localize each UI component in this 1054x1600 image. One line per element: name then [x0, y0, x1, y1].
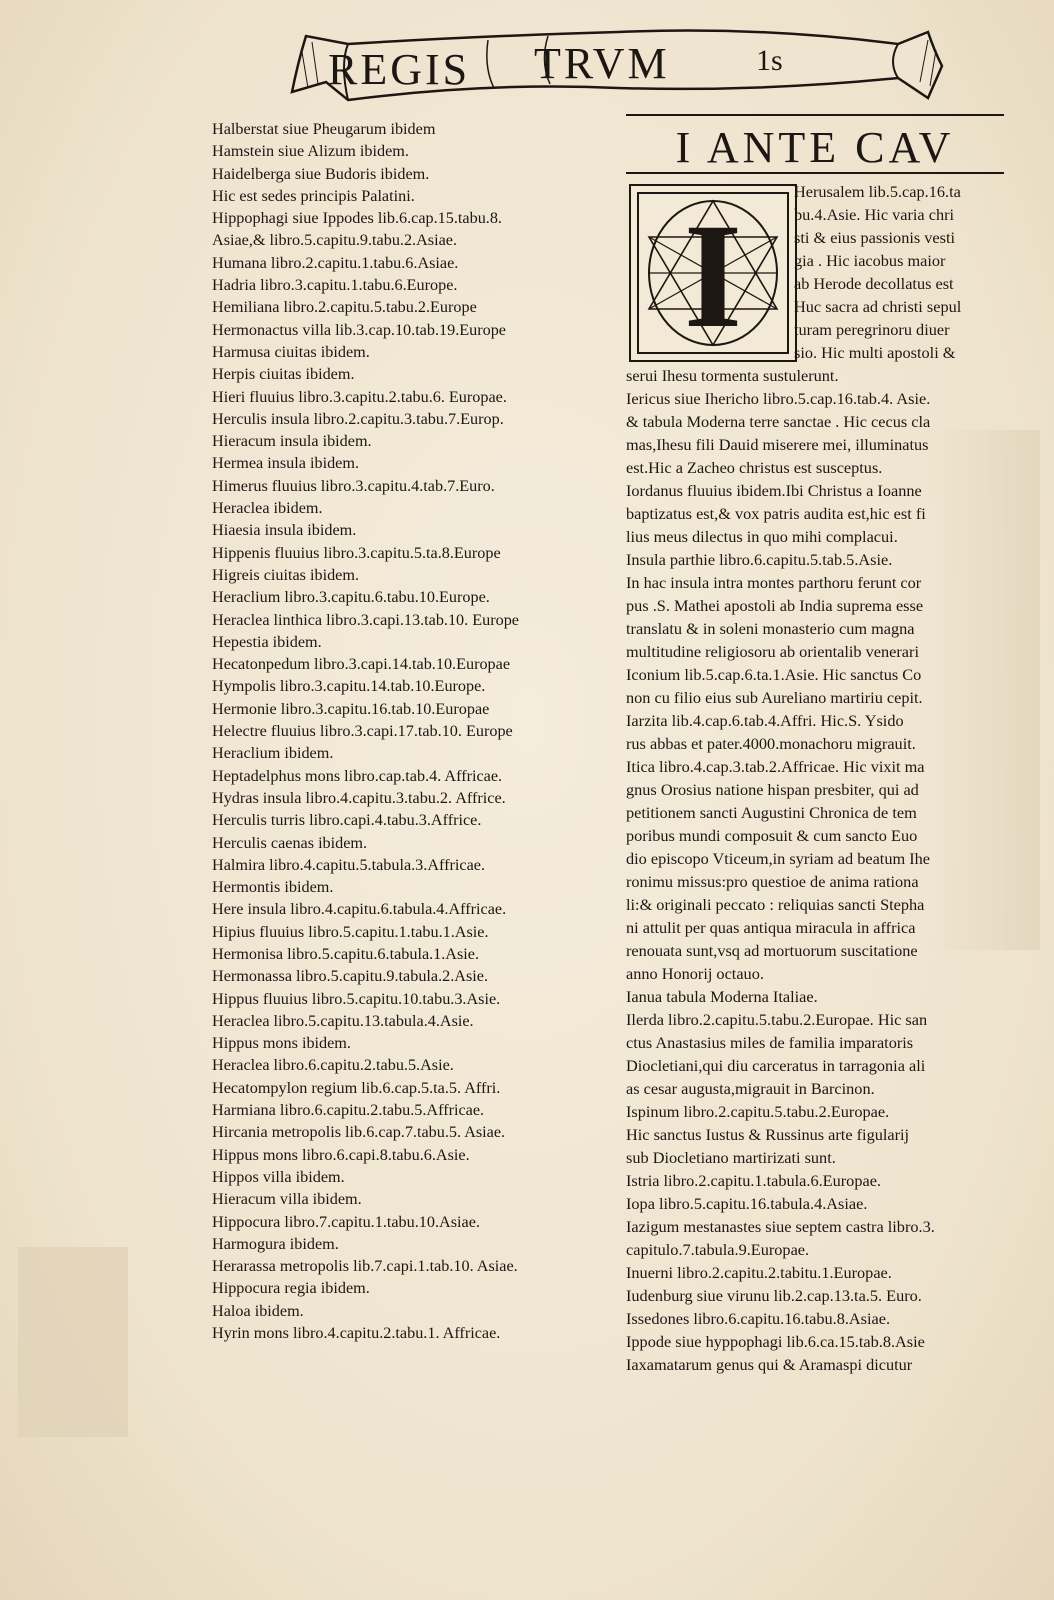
- index-entry: Hamstein siue Alizum ibidem.: [212, 142, 409, 161]
- index-entry: Hippus fluuius libro.5.capitu.10.tabu.3.Asie.: [212, 989, 501, 1008]
- index-entry: Haidelberga siue Budoris ibidem.: [212, 164, 430, 183]
- text-line: multitudine religiosoru ab orientalib venerari: [626, 642, 919, 661]
- text-line: In hac insula intra montes parthoru ferunt cor: [626, 573, 922, 592]
- index-entry: Heraclea ibidem.: [212, 499, 323, 518]
- index-entry: Halberstat siue Pheugarum ibidem: [212, 120, 436, 138]
- index-entry: Heraclea libro.5.capitu.13.tabula.4.Asie.: [212, 1011, 474, 1030]
- banner-word-2: TRVM: [534, 39, 670, 88]
- left-column-index: [212, 118, 592, 1344]
- text-line: pus .S. Mathei apostoli ab India suprema esse: [626, 596, 924, 615]
- index-entry: Heraclea libro.6.capitu.2.tabu.5.Asie.: [212, 1056, 454, 1075]
- text-line: serui Ihesu tormenta sustulerunt.: [626, 366, 839, 385]
- index-entry: Hadria libro.3.capitu.1.tabu.6.Europe.: [212, 276, 458, 295]
- text-line: est.Hic a Zacheo christus est susceptus.: [626, 458, 883, 477]
- text-line: Iericus siue Ihericho libro.5.cap.16.tab.4. Asie.: [626, 389, 931, 408]
- index-entry: Higreis ciuitas ibidem.: [212, 565, 360, 584]
- index-entry: Harmusa ciuitas ibidem.: [212, 342, 370, 361]
- index-entry: Himerus fluuius libro.3.capitu.4.tab.7.Euro.: [212, 476, 495, 495]
- text-line: baptizatus est,& vox patris audita est,hic est fi: [626, 504, 926, 523]
- index-entry: Hieri fluuius libro.3.capitu.2.tabu.6. Europae.: [212, 387, 507, 406]
- index-entry: Hydras insula libro.4.capitu.3.tabu.2. Affrice.: [212, 788, 506, 807]
- text-line: turam peregrinoru diuer: [794, 320, 950, 339]
- index-entry: Hieracum villa ibidem.: [212, 1190, 362, 1209]
- index-entry: Herculis insula libro.2.capitu.3.tabu.7.Europ.: [212, 409, 504, 428]
- text-line: Issedones libro.6.capitu.16.tabu.8.Asiae.: [626, 1309, 891, 1328]
- text-line: sti & eius passionis vesti: [794, 228, 956, 247]
- text-line: Iarzita lib.4.cap.6.tab.4.Affri. Hic.S. Ysido: [626, 711, 904, 730]
- text-line: capitulo.7.tabula.9.Europae.: [626, 1240, 810, 1259]
- index-entry: Heptadelphus mons libro.cap.tab.4. Affricae.: [212, 766, 503, 785]
- index-entry: Herculis caenas ibidem.: [212, 833, 368, 852]
- index-entry: Hyrin mons libro.4.capitu.2.tabu.1. Affricae.: [212, 1324, 501, 1343]
- initial-letter: I: [683, 194, 743, 352]
- text-line: Iudenburg siue virunu lib.2.cap.13.ta.5. Euro.: [626, 1286, 922, 1305]
- text-line: Ippode siue hyppophagi lib.6.ca.15.tab.8.Asie: [626, 1332, 925, 1351]
- text-line: Inuerni libro.2.capitu.2.tabitu.1.Europae.: [626, 1263, 892, 1282]
- index-entry: Herarassa metropolis lib.7.capi.1.tab.10. Asiae.: [212, 1257, 518, 1276]
- text-line: mas,Ihesu fili Dauid miserere mei, illuminatus: [626, 435, 929, 454]
- index-entry: Herculis turris libro.capi.4.tabu.3.Affrice.: [212, 811, 482, 830]
- text-line: Diocletiani,qui diu carceratus in tarragonia ali: [626, 1056, 926, 1075]
- banner-flourish: 1s: [756, 44, 783, 77]
- index-entry: Hemiliana libro.2.capitu.5.tabu.2.Europe: [212, 298, 477, 317]
- index-entry: Humana libro.2.capitu.1.tabu.6.Asiae.: [212, 253, 459, 272]
- text-line: Ispinum libro.2.capitu.5.tabu.2.Europae.: [626, 1102, 890, 1121]
- index-entry: Hippophagi siue Ippodes lib.6.cap.15.tabu.8.: [212, 209, 502, 228]
- index-entry: Hic est sedes principis Palatini.: [212, 186, 415, 205]
- text-line: Iaxamatarum genus qui & Aramaspi dicutur: [626, 1355, 913, 1374]
- index-entry: Hermontis ibidem.: [212, 878, 334, 897]
- text-line: Insula parthie libro.6.capitu.5.tab.5.Asie.: [626, 550, 893, 569]
- text-line: Iazigum mestanastes siue septem castra libro.3.: [626, 1217, 935, 1236]
- index-entry: Hircania metropolis lib.6.cap.7.tabu.5. Asiae.: [212, 1123, 506, 1142]
- running-head-banner: [288, 22, 946, 106]
- index-entry: Hiaesia insula ibidem.: [212, 521, 357, 540]
- text-line: Iopa libro.5.capitu.16.tabula.4.Asiae.: [626, 1194, 868, 1213]
- text-line: Itica libro.4.cap.3.tab.2.Affricae. Hic vixit ma: [626, 757, 925, 776]
- index-entry: Helectre fluuius libro.3.capi.17.tab.10. Europe: [212, 722, 513, 741]
- index-entry: Hermonactus villa lib.3.cap.10.tab.19.Europe: [212, 320, 506, 339]
- index-entry: Heraclea linthica libro.3.capi.13.tab.10. Europe: [212, 610, 519, 629]
- index-entry: Hippocura regia ibidem.: [212, 1279, 370, 1298]
- index-entry: Hympolis libro.3.capitu.14.tab.10.Europe.: [212, 677, 486, 696]
- index-entry: Hippus mons libro.6.capi.8.tabu.6.Asie.: [212, 1145, 470, 1164]
- text-line: li:& originali peccato : reliquias sancti Stepha: [626, 895, 925, 914]
- index-entry: Harmiana libro.6.capitu.2.tabu.5.Affricae.: [212, 1101, 485, 1120]
- index-entry: Heraclium ibidem.: [212, 744, 334, 763]
- text-line: ni attulit per quas antiqua miracula in affrica: [626, 918, 916, 937]
- text-line: non cu filio eius sub Aureliano martiriu cepit.: [626, 688, 923, 707]
- index-entry: Hermonisa libro.5.capitu.6.tabula.1.Asie.: [212, 944, 480, 963]
- text-line: rus abbas et pater.4000.monachoru migrauit.: [626, 734, 916, 753]
- banner-scroll: [288, 22, 946, 106]
- text-line: gnus Orosius natione hispan presbiter, qui ad: [626, 780, 919, 799]
- index-entry: Herpis ciuitas ibidem.: [212, 365, 355, 384]
- text-line: translatu & in soleni monasterio cum magna: [626, 619, 915, 638]
- text-line: Herusalem lib.5.cap.16.ta: [794, 182, 961, 201]
- index-entry: Hieracum insula ibidem.: [212, 432, 372, 451]
- text-line: Iconium lib.5.cap.6.ta.1.Asie. Hic sanctus Co: [626, 665, 922, 684]
- text-line: poribus mundi composuit & cum sancto Euo: [626, 826, 918, 845]
- banner-word-1: REGIS: [328, 45, 471, 94]
- index-entry: Here insula libro.4.capitu.6.tabula.4.Affricae.: [212, 900, 507, 919]
- text-line: ab Herode decollatus est: [794, 274, 954, 293]
- index-entry: Hermea insula ibidem.: [212, 454, 359, 473]
- text-line: anno Honorij octauo.: [626, 964, 764, 983]
- section-heading: [626, 114, 1006, 176]
- index-entry: Halmira libro.4.capitu.5.tabula.3.Affricae.: [212, 855, 485, 874]
- text-line: ronimu missus:pro questioe de anima rationa: [626, 872, 919, 891]
- text-line: Ilerda libro.2.capitu.5.tabu.2.Europae. Hic san: [626, 1010, 928, 1029]
- index-entry: Hippos villa ibidem.: [212, 1167, 345, 1186]
- index-entry: Harmogura ibidem.: [212, 1234, 339, 1253]
- index-entry: Hippocura libro.7.capitu.1.tabu.10.Asiae.: [212, 1212, 480, 1231]
- index-entry: Heraclium libro.3.capitu.6.tabu.10.Europe.: [212, 588, 490, 607]
- index-entry: Hecatompylon regium lib.6.cap.5.ta.5. Affri.: [212, 1078, 501, 1097]
- index-entry: Asiae,& libro.5.capitu.9.tabu.2.Asiae.: [212, 231, 458, 250]
- text-line: as cesar augusta,migrauit in Barcinon.: [626, 1079, 875, 1098]
- text-line: sub Diocletiano martirizati sunt.: [626, 1148, 836, 1167]
- right-column-entries: [626, 180, 1010, 1376]
- text-line: Istria libro.2.capitu.1.tabula.6.Europae.: [626, 1171, 881, 1190]
- text-line: renouata sunt,vsq ad mortuorum suscitatione: [626, 941, 918, 960]
- text-line: dio episcopo Vticeum,in syriam ad beatum Ihe: [626, 849, 930, 868]
- heading-title: I ANTE CAV: [675, 123, 955, 172]
- index-entry: Hippenis fluuius libro.3.capitu.5.ta.8.Europe: [212, 543, 501, 562]
- index-entry: Haloa ibidem.: [212, 1301, 304, 1320]
- text-line: lius meus dilectus in quo mihi complacui.: [626, 527, 898, 546]
- index-entry: Hermonassa libro.5.capitu.9.tabula.2.Asie.: [212, 967, 489, 986]
- paper-repair-patch: [18, 1247, 128, 1437]
- heading-top-rule: [626, 114, 1004, 116]
- index-entry: Hecatonpedum libro.3.capi.14.tab.10.Europae: [212, 655, 511, 674]
- heading-bottom-rule: [626, 172, 1004, 174]
- text-line: Hic sanctus Iustus & Russinus arte figularij: [626, 1125, 910, 1144]
- text-line: petitionem sancti Augustini Chronica de tem: [626, 803, 917, 822]
- text-line: gia . Hic iacobus maior: [794, 251, 946, 270]
- index-entry: Hepestia ibidem.: [212, 632, 322, 651]
- index-entry: Hippus mons ibidem.: [212, 1034, 351, 1053]
- text-line: sio. Hic multi apostoli &: [794, 343, 956, 362]
- text-line: Ianua tabula Moderna Italiae.: [626, 987, 818, 1006]
- index-entry: Hipius fluuius libro.5.capitu.1.tabu.1.Asie.: [212, 922, 489, 941]
- text-line: Iordanus fluuius ibidem.Ibi Christus a Ioanne: [626, 481, 922, 500]
- text-line: ctus Anastasius miles de familia imparatoris: [626, 1033, 914, 1052]
- text-line: Huc sacra ad christi sepul: [794, 297, 962, 316]
- text-line: & tabula Moderna terre sanctae . Hic cecus cla: [626, 412, 931, 431]
- index-entry: Hermonie libro.3.capitu.16.tab.10.Europae: [212, 699, 490, 718]
- text-line: bu.4.Asie. Hic varia chri: [794, 205, 955, 224]
